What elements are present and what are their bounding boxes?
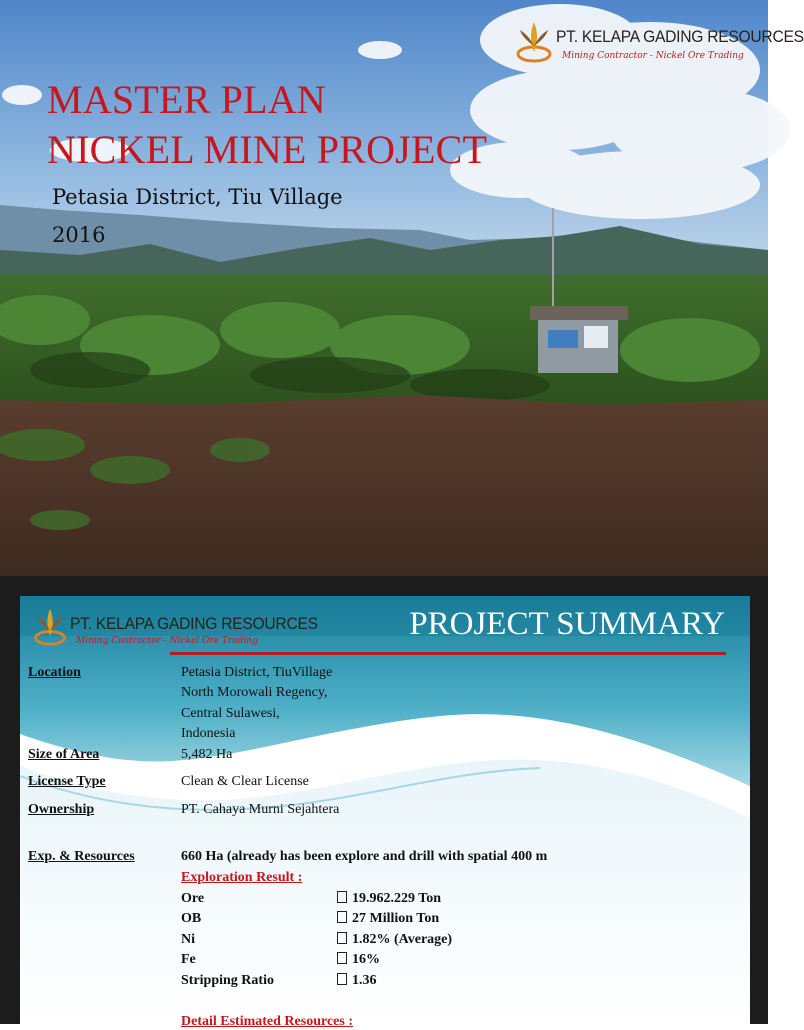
checkbox-glyph-icon [337, 891, 347, 903]
logo-company-name: PT. KELAPA GADING RESOURCES [70, 614, 318, 633]
result-value-ni [337, 932, 452, 948]
summary-company-logo [30, 600, 318, 652]
license-type-label: License Type [28, 774, 106, 789]
result-key-fe: Fe [181, 952, 196, 967]
result-value-text: 16% [352, 952, 380, 967]
result-value-text: 19.962.229 Ton [352, 891, 442, 906]
size-of-area-label: Size of Area [28, 747, 100, 762]
result-key-ni: Ni [181, 932, 195, 947]
location-line-4: Indonesia [181, 726, 236, 741]
result-value-text: 1.82% (Average) [352, 932, 453, 947]
logo-tagline: Mining Contractor - Nickel Ore Trading [76, 636, 258, 646]
cover-title-line-1: MASTER PLAN [47, 77, 326, 122]
checkbox-glyph-icon [337, 973, 347, 985]
result-value-stripping-ratio [337, 973, 377, 989]
cover-subtitle-location: Petasia District, Tiu Village [52, 185, 343, 209]
result-value-text: 27 Million Ton [352, 911, 440, 926]
ownership-value: PT. Cahaya Murni Sejahtera [181, 802, 340, 817]
result-value-text: 1.36 [352, 973, 377, 988]
result-value-ob [337, 911, 439, 927]
checkbox-glyph-icon [337, 932, 347, 944]
result-value-ore [337, 891, 441, 907]
checkbox-glyph-icon [337, 952, 347, 964]
summary-title: PROJECT SUMMARY [409, 606, 725, 642]
title-underline [170, 652, 726, 655]
ownership-label: Ownership [28, 802, 95, 817]
company-logo [512, 14, 804, 70]
location-label: Location [28, 665, 81, 680]
logo-company-name: PT. KELAPA GADING RESOURCES [556, 27, 804, 46]
result-key-ore: Ore [181, 891, 205, 906]
summary-background [20, 596, 750, 1024]
project-summary-slide [20, 596, 750, 1029]
result-value-fe [337, 952, 380, 968]
checkbox-glyph-icon [337, 911, 347, 923]
detail-estimated-heading: Detail Estimated Resources : [181, 1014, 353, 1029]
logo-icon [512, 16, 556, 68]
cover-title-line-2: NICKEL MINE PROJECT [47, 127, 488, 172]
exp-resources-label: Exp. & Resources [28, 849, 135, 864]
cover-subtitle-year: 2016 [52, 223, 106, 247]
location-line-2: North Morowali Regency, [181, 685, 328, 700]
exploration-result-heading: Exploration Result : [181, 870, 303, 885]
size-of-area-value: 5,482 Ha [181, 747, 233, 762]
logo-tagline: Mining Contractor - Nickel Ore Trading [562, 51, 744, 61]
location-line-3: Central Sulawesi, [181, 706, 280, 721]
result-key-stripping-ratio: Stripping Ratio [181, 973, 274, 988]
result-key-ob: OB [181, 911, 202, 926]
logo-icon [30, 602, 70, 652]
exp-resources-value: 660 Ha (already has been explore and drill with spatial 400 m [181, 849, 548, 864]
license-type-value: Clean & Clear License [181, 774, 309, 789]
location-line-1: Petasia District, TiuVillage [181, 665, 333, 680]
